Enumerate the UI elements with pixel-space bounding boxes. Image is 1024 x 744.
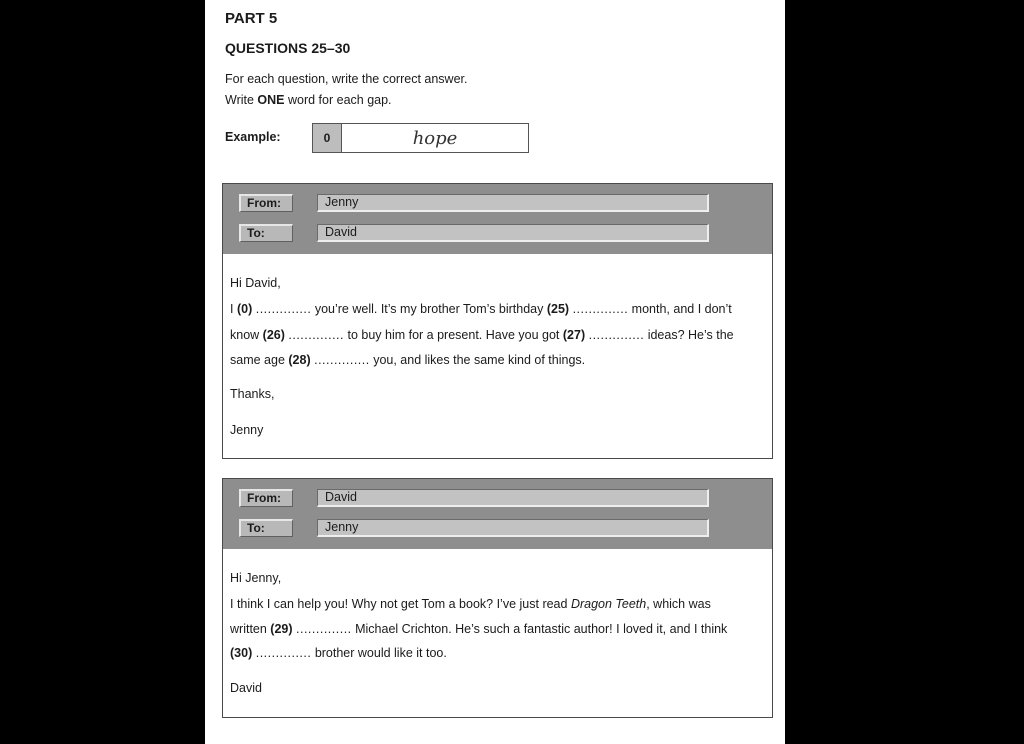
question-number: (30) xyxy=(230,646,253,660)
from-field: Jenny xyxy=(317,194,709,212)
to-field: Jenny xyxy=(317,519,709,537)
answer-gap[interactable]: .............. xyxy=(314,353,370,367)
greeting: Hi Jenny, xyxy=(230,571,282,585)
example-label: Example: xyxy=(225,130,281,144)
answer-gap[interactable]: .............. xyxy=(588,328,645,342)
text-line: I think I can help you! Why not get Tom a book? I’ve just read Dragon Teeth, which was xyxy=(230,597,711,611)
email-david-to-jenny xyxy=(222,478,773,718)
instruction-emphasis: ONE xyxy=(257,93,285,107)
answer-gap[interactable]: .............. xyxy=(296,622,352,636)
question-number: (25) xyxy=(546,302,570,316)
text-line: know (26) .............. to buy him for a present. Have you got (27) .............. ideas? He’s the xyxy=(230,328,734,342)
signature: Jenny xyxy=(230,423,264,437)
question-number: (28) xyxy=(288,353,311,367)
example-number: 0 xyxy=(312,123,342,153)
part-title: PART 5 xyxy=(225,10,278,27)
from-label: From: xyxy=(239,194,293,212)
to-field: David xyxy=(317,224,709,242)
question-number: (29) xyxy=(270,622,293,636)
email-jenny-to-david xyxy=(222,183,773,459)
instruction-line-1: For each question, write the correct answer. xyxy=(225,72,468,86)
text-line: I (0) .............. you’re well. It’s my brother Tom’s birthday (25) .............. month, and I don’t xyxy=(230,302,732,316)
example-answer: hope xyxy=(342,123,529,153)
to-label: To: xyxy=(239,519,293,537)
worksheet-page xyxy=(205,0,785,744)
book-title: Dragon Teeth xyxy=(570,597,647,611)
signature: David xyxy=(230,681,262,695)
from-field: David xyxy=(317,489,709,507)
to-label: To: xyxy=(239,224,293,242)
instruction-line-2: Write ONE word for each gap. xyxy=(225,93,392,107)
question-number: (0) xyxy=(236,302,253,316)
from-label: From: xyxy=(239,489,293,507)
closing: Thanks, xyxy=(230,387,275,401)
text-line: (30) .............. brother would like it too. xyxy=(230,646,447,660)
text-line: written (29) .............. Michael Crichton. He’s such a fantastic author! I loved it, and I think xyxy=(230,622,728,636)
questions-title: QUESTIONS 25–30 xyxy=(225,40,351,56)
answer-gap[interactable]: .............. xyxy=(255,302,312,316)
text-line: same age (28) .............. you, and likes the same kind of things. xyxy=(230,353,586,367)
answer-gap[interactable]: .............. xyxy=(255,646,312,660)
email-header xyxy=(223,184,772,254)
question-number: (26) xyxy=(262,328,285,342)
answer-gap[interactable]: .............. xyxy=(288,328,344,342)
email-header xyxy=(223,479,772,549)
answer-gap[interactable]: .............. xyxy=(572,302,629,316)
greeting: Hi David, xyxy=(230,276,281,290)
question-number: (27) xyxy=(562,328,586,342)
